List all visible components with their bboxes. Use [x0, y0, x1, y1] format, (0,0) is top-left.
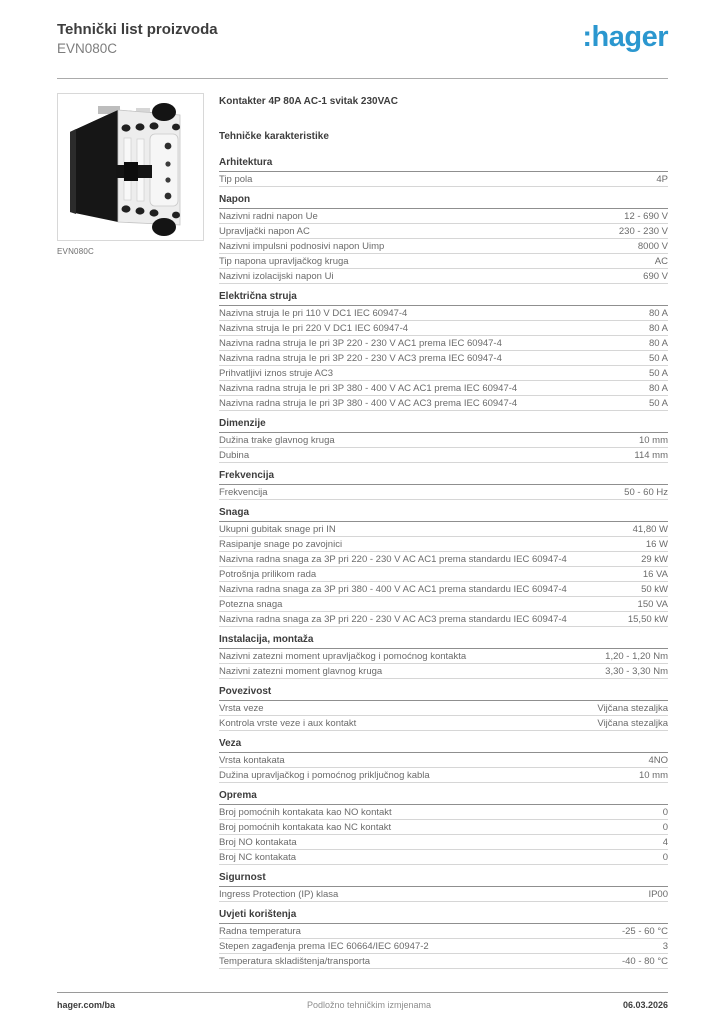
row-value: 4P: [656, 173, 668, 185]
table-row: [219, 239, 668, 254]
row-value: 16 W: [645, 538, 668, 550]
spec-section: [219, 292, 668, 411]
row-value: 50 A: [648, 397, 668, 409]
spec-section: [219, 195, 668, 284]
table-row: [219, 448, 668, 463]
product-image-column: [57, 93, 204, 977]
row-label: Prihvatljivi iznos struje AC3: [219, 367, 334, 379]
row-label: Frekvencija: [219, 486, 268, 498]
table-row: [219, 224, 668, 239]
content-area: [57, 93, 668, 977]
product-image: [57, 93, 204, 241]
table-row: [219, 612, 668, 627]
row-label: Upravljački napon AC: [219, 225, 310, 237]
table-row: [219, 306, 668, 321]
table-row: [219, 209, 668, 224]
table-row: [219, 269, 668, 284]
row-value: Vijčana stezaljka: [597, 702, 668, 714]
row-value: 80 A: [648, 337, 668, 349]
page-footer: [57, 992, 668, 1010]
spec-section: [219, 508, 668, 627]
row-label: Dužina trake glavnog kruga: [219, 434, 335, 446]
row-label: Nazivni izolacijski napon Ui: [219, 270, 334, 282]
section-title: Veza: [219, 739, 668, 753]
footer-divider: [57, 992, 668, 993]
row-label: Nazivna radna struja Ie pri 3P 380 - 400 V AC AC3 prema IEC 60947-4: [219, 397, 518, 409]
table-row: [219, 254, 668, 269]
table-row: [219, 537, 668, 552]
product-code: EVN080C: [57, 41, 118, 56]
table-row: [219, 954, 668, 969]
row-value: 4: [662, 836, 668, 848]
table-row: [219, 597, 668, 612]
row-label: Tip napona upravljačkog kruga: [219, 255, 349, 267]
spec-section: [219, 158, 668, 187]
table-row: [219, 433, 668, 448]
table-row: [219, 172, 668, 187]
row-label: Nazivna struja Ie pri 220 V DC1 IEC 60947-4: [219, 322, 409, 334]
document-title: Tehnički list proizvoda: [57, 21, 218, 38]
row-label: Temperatura skladištenja/transporta: [219, 955, 371, 967]
row-label: Nazivna radna snaga za 3P pri 380 - 400 V AC AC1 prema standardu IEC 60947-4: [219, 583, 567, 595]
spec-section: [219, 910, 668, 969]
table-row: [219, 664, 668, 679]
table-row: [219, 820, 668, 835]
row-label: Potezna snaga: [219, 598, 283, 610]
table-row: [219, 768, 668, 783]
table-row: [219, 381, 668, 396]
header-divider: [57, 78, 668, 79]
footer-website: hager.com/ba: [57, 1000, 116, 1010]
section-title: Uvjeti korištenja: [219, 910, 668, 924]
row-value: 50 A: [648, 352, 668, 364]
section-title: Instalacija, montaža: [219, 635, 668, 649]
row-value: Vijčana stezaljka: [597, 717, 668, 729]
header-titles: [57, 21, 218, 57]
row-value: 50 kW: [641, 583, 668, 595]
page-header: [0, 0, 724, 57]
spec-section: [219, 873, 668, 902]
spec-section: [219, 471, 668, 500]
row-value: 50 - 60 Hz: [624, 486, 668, 498]
table-row: [219, 396, 668, 411]
hager-logo: :hager: [582, 21, 668, 53]
row-label: Broj pomoćnih kontakata kao NO kontakt: [219, 806, 392, 818]
section-title: Oprema: [219, 791, 668, 805]
row-value: IP00: [648, 888, 668, 900]
footer-content: [57, 1000, 668, 1010]
row-label: Stepen zagađenja prema IEC 60664/IEC 60947-2: [219, 940, 429, 952]
row-value: AC: [654, 255, 668, 267]
row-label: Broj pomoćnih kontakata kao NC kontakt: [219, 821, 392, 833]
table-row: [219, 887, 668, 902]
section-title: Sigurnost: [219, 873, 668, 887]
row-value: 12 - 690 V: [624, 210, 668, 222]
footer-date: 06.03.2026: [622, 1000, 668, 1010]
section-title: Frekvencija: [219, 471, 668, 485]
row-label: Nazivna radna snaga za 3P pri 220 - 230 V AC AC3 prema standardu IEC 60947-4: [219, 613, 567, 625]
row-label: Nazivna radna struja Ie pri 3P 220 - 230 V AC1 prema IEC 60947-4: [219, 337, 502, 349]
section-title: Dimenzije: [219, 419, 668, 433]
section-title: Napon: [219, 195, 668, 209]
row-value: 29 kW: [641, 553, 668, 565]
row-value: -25 - 60 °C: [621, 925, 668, 937]
row-value: 3,30 - 3,30 Nm: [605, 665, 668, 677]
table-row: [219, 850, 668, 865]
row-value: 41,80 W: [632, 523, 668, 535]
table-row: [219, 351, 668, 366]
row-label: Nazivni zatezni moment glavnog kruga: [219, 665, 383, 677]
row-value: 80 A: [648, 307, 668, 319]
row-label: Rasipanje snage po zavojnici: [219, 538, 343, 550]
table-row: [219, 835, 668, 850]
characteristics-heading: Tehničke karakteristike: [219, 131, 329, 142]
row-value: 1,20 - 1,20 Nm: [605, 650, 668, 662]
table-row: [219, 924, 668, 939]
product-title: Kontakter 4P 80A AC-1 svitak 230VAC: [219, 96, 398, 107]
spec-section: [219, 739, 668, 783]
contactor-illustration: [58, 94, 203, 240]
row-label: Nazivni radni napon Ue: [219, 210, 318, 222]
row-value: 0: [662, 806, 668, 818]
table-row: [219, 753, 668, 768]
row-value: 0: [662, 821, 668, 833]
section-title: Arhitektura: [219, 158, 668, 172]
table-row: [219, 716, 668, 731]
row-label: Potrošnja prilikom rada: [219, 568, 317, 580]
table-row: [219, 366, 668, 381]
table-row: [219, 567, 668, 582]
row-value: 15,50 kW: [627, 613, 668, 625]
row-label: Nazivna radna struja Ie pri 3P 220 - 230 V AC3 prema IEC 60947-4: [219, 352, 502, 364]
spec-section: [219, 419, 668, 463]
row-label: Nazivni zatezni moment upravljačkog i pomoćnog kontakta: [219, 650, 467, 662]
row-value: 80 A: [648, 322, 668, 334]
row-value: 230 - 230 V: [618, 225, 668, 237]
row-label: Nazivna radna struja Ie pri 3P 380 - 400 V AC AC1 prema IEC 60947-4: [219, 382, 518, 394]
row-label: Ingress Protection (IP) klasa: [219, 888, 339, 900]
section-title: Povezivost: [219, 687, 668, 701]
spec-sections: [219, 158, 668, 969]
row-label: Broj NO kontakata: [219, 836, 297, 848]
row-label: Ukupni gubitak snage pri IN: [219, 523, 336, 535]
row-label: Kontrola vrste veze i aux kontakt: [219, 717, 357, 729]
row-value: 16 VA: [642, 568, 668, 580]
row-value: 150 VA: [637, 598, 668, 610]
table-row: [219, 939, 668, 954]
spec-section: [219, 791, 668, 865]
section-title: Električna struja: [219, 292, 668, 306]
row-label: Radna temperatura: [219, 925, 301, 937]
row-label: Tip pola: [219, 173, 253, 185]
spec-column: [219, 93, 668, 977]
spec-section: [219, 635, 668, 679]
section-title: Snaga: [219, 508, 668, 522]
table-row: [219, 649, 668, 664]
row-label: Nazivna radna snaga za 3P pri 220 - 230 V AC AC1 prema standardu IEC 60947-4: [219, 553, 567, 565]
row-label: Nazivna struja Ie pri 110 V DC1 IEC 60947-4: [219, 307, 408, 319]
row-value: 50 A: [648, 367, 668, 379]
row-label: Dužina upravljačkog i pomoćnog priključnog kabla: [219, 769, 430, 781]
table-row: [219, 701, 668, 716]
table-row: [219, 552, 668, 567]
row-value: 10 mm: [638, 769, 668, 781]
row-value: 114 mm: [634, 449, 668, 461]
row-label: Vrsta kontakata: [219, 754, 285, 766]
row-label: Dubina: [219, 449, 250, 461]
table-row: [219, 485, 668, 500]
row-value: 10 mm: [638, 434, 668, 446]
footer-disclaimer: Podložno tehničkim izmjenama: [306, 1000, 432, 1010]
row-value: 4NO: [648, 754, 668, 766]
row-label: Broj NC kontakata: [219, 851, 297, 863]
row-value: 8000 V: [637, 240, 668, 252]
row-value: 3: [662, 940, 668, 952]
product-image-caption: EVN080C: [57, 247, 94, 256]
table-row: [219, 805, 668, 820]
spec-section: [219, 687, 668, 731]
table-row: [219, 522, 668, 537]
row-label: Vrsta veze: [219, 702, 264, 714]
table-row: [219, 582, 668, 597]
row-value: -40 - 80 °C: [621, 955, 668, 967]
row-value: 0: [662, 851, 668, 863]
row-label: Nazivni impulsni podnosivi napon Uimp: [219, 240, 385, 252]
row-value: 80 A: [648, 382, 668, 394]
row-value: 690 V: [643, 270, 668, 282]
table-row: [219, 336, 668, 351]
table-row: [219, 321, 668, 336]
